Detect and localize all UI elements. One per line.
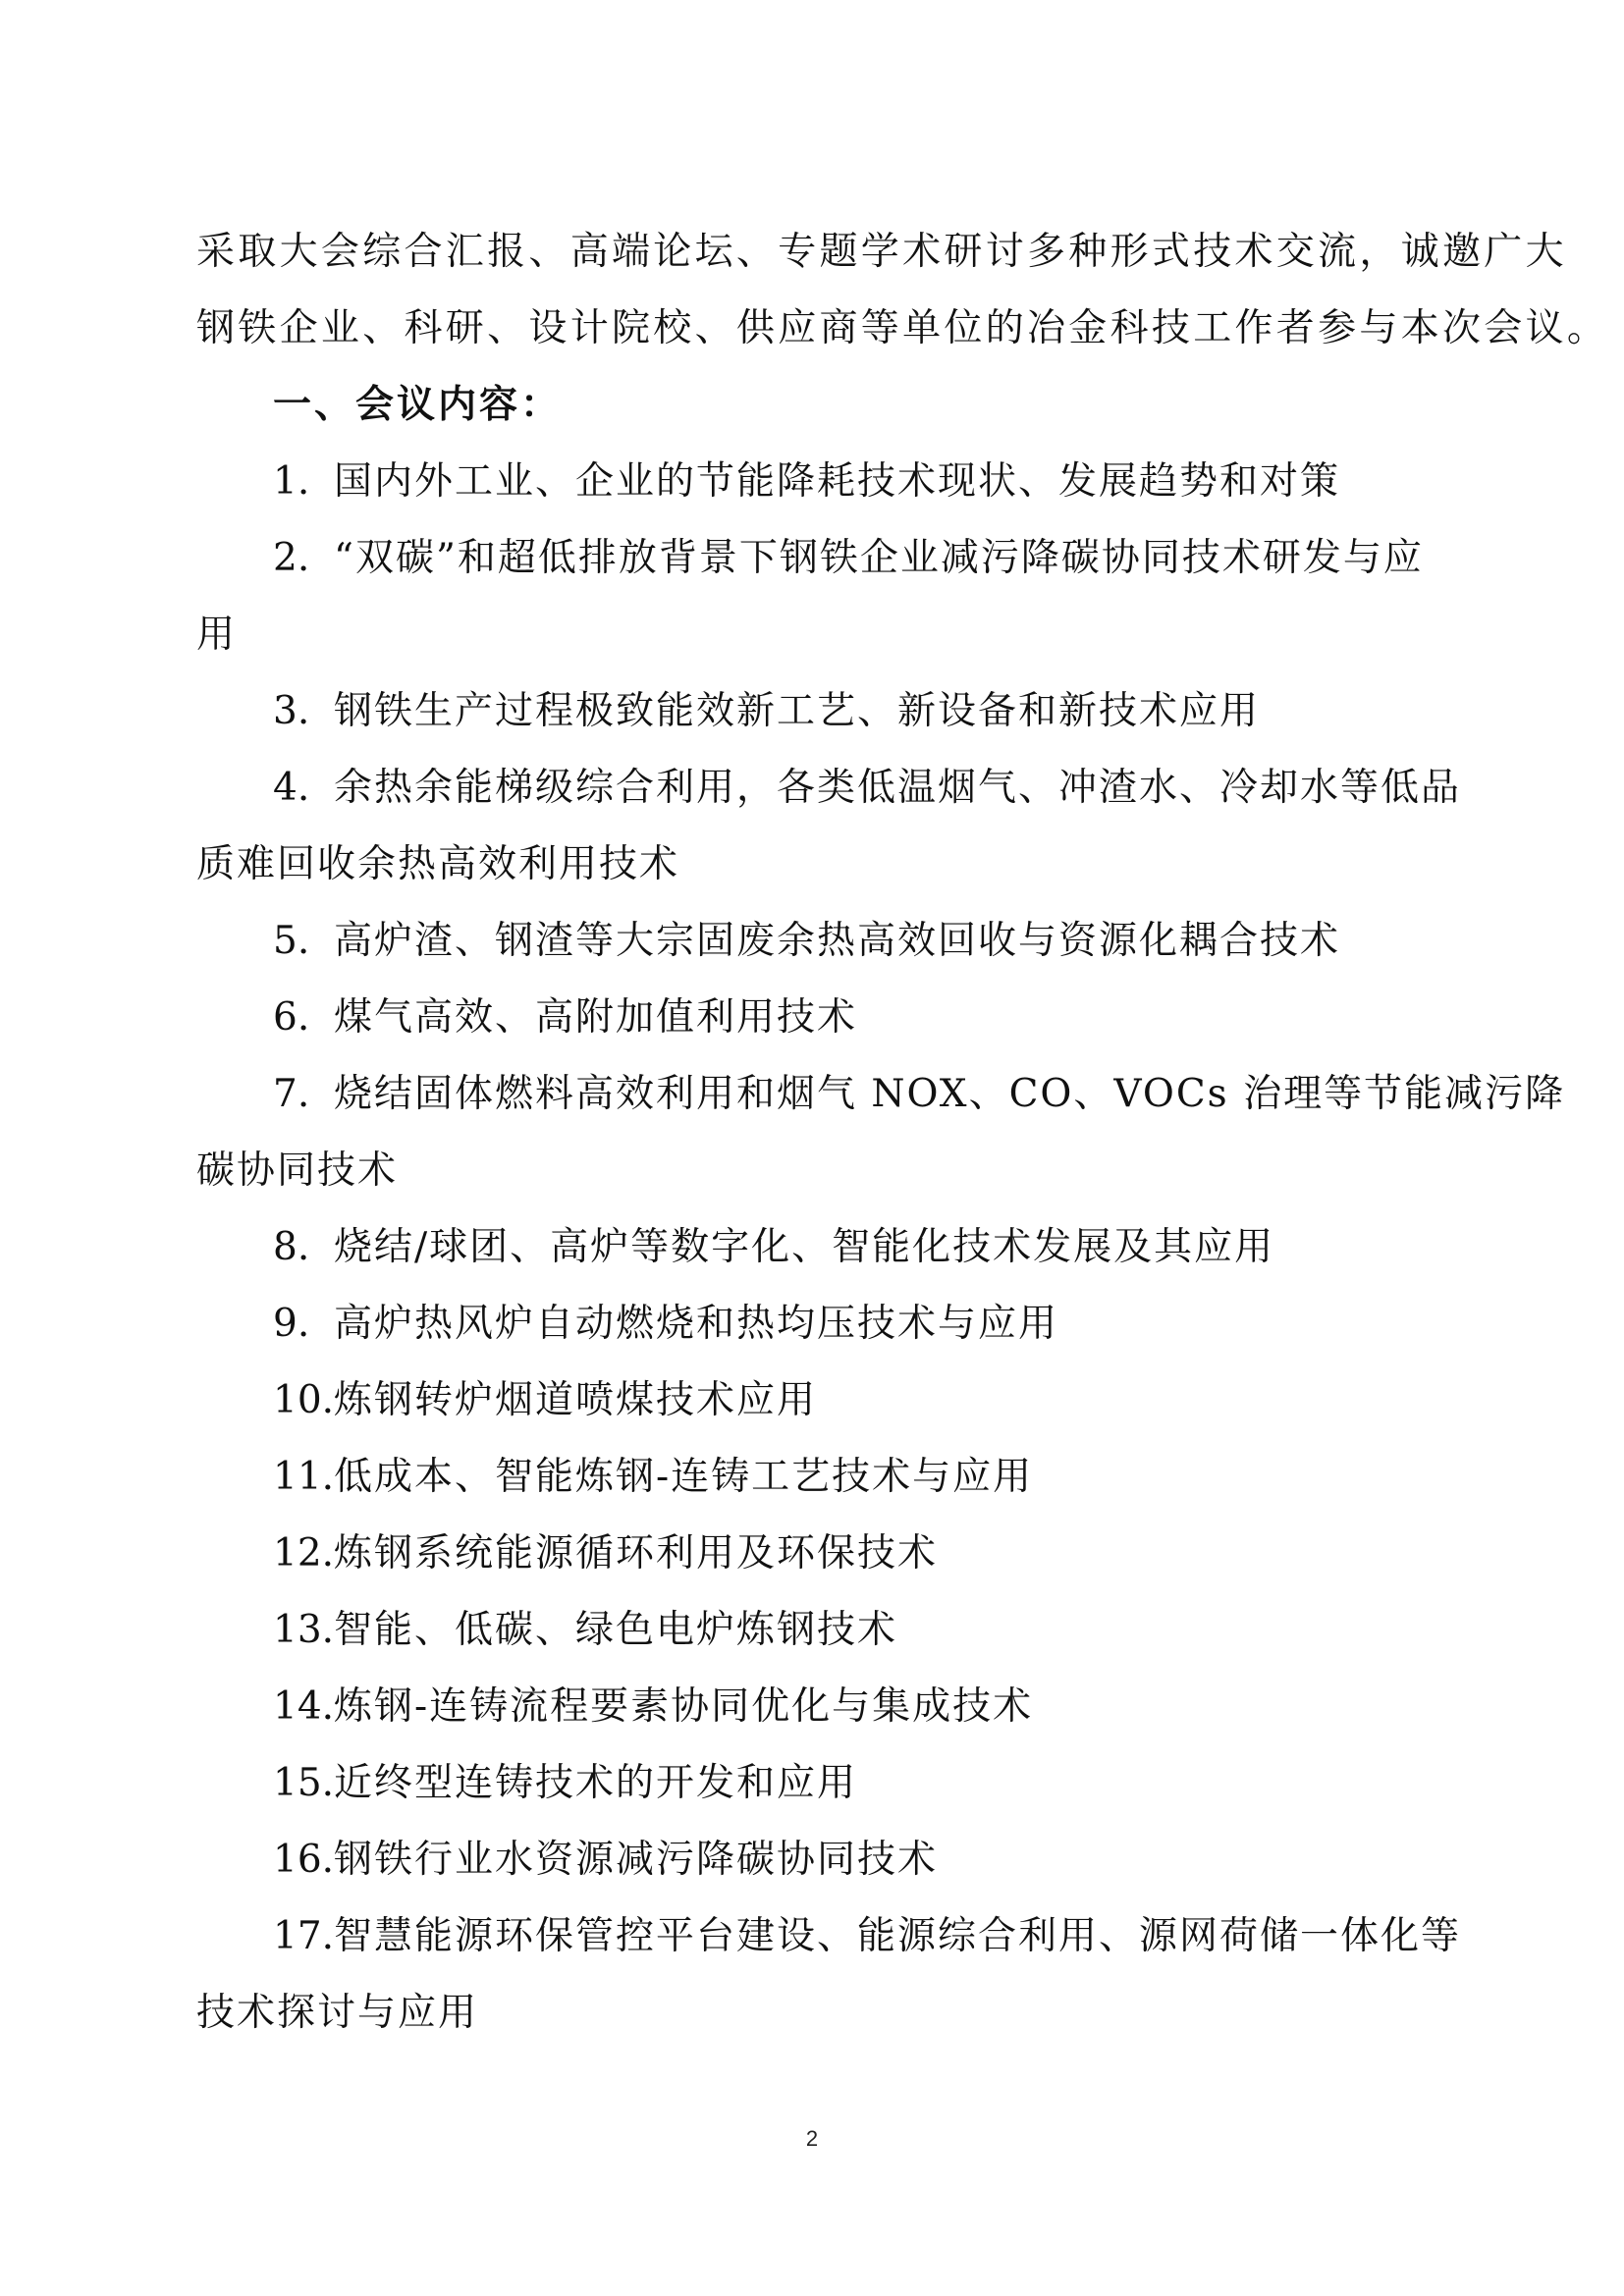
list-item-number: 3. <box>273 689 310 733</box>
list-item-6 <box>196 980 1435 1056</box>
list-item-number: 7. <box>273 1072 310 1116</box>
list-item-17 <box>196 1898 1462 1975</box>
list-item-2-continuation: 用 <box>196 613 238 657</box>
list-item-9 <box>196 1286 1435 1362</box>
list-item-number: 10. <box>273 1378 335 1422</box>
list-item-8 <box>196 1209 1435 1286</box>
list-item-text: “双碳”和超低排放背景下钢铁企业减污降碳协同技术研发与应 <box>334 536 1424 580</box>
list-item-2 <box>196 520 1435 597</box>
list-item-text: 烧结固体燃料高效利用和烟气 NOX、CO、VOCs 治理等节能减污降 <box>334 1072 1566 1116</box>
list-item-number: 2. <box>273 536 310 580</box>
list-item-3 <box>196 673 1435 750</box>
list-item-text: 煤气高效、高附加值利用技术 <box>334 995 858 1040</box>
list-item-number: 5. <box>273 919 310 963</box>
list-item-17-continuation: 技术探讨与应用 <box>196 1991 479 2035</box>
list-item-number: 4. <box>273 766 310 810</box>
list-item-16 <box>196 1822 1435 1898</box>
list-item-number: 9. <box>273 1302 310 1346</box>
section-heading: 一、会议内容： <box>273 383 563 427</box>
list-item-number: 16. <box>273 1838 335 1882</box>
list-item-4 <box>196 750 1462 827</box>
list-item-number: 12. <box>273 1531 335 1575</box>
list-item-text: 烧结/球团、高炉等数字化、智能化技术发展及其应用 <box>334 1225 1275 1269</box>
list-item-text: 钢铁行业水资源减污降碳协同技术 <box>334 1838 939 1882</box>
list-item-4-continuation: 质难回收余热高效利用技术 <box>196 842 680 886</box>
list-item-text: 高炉热风炉自动燃烧和热均压技术与应用 <box>334 1302 1059 1346</box>
list-item-text: 炼钢-连铸流程要素协同优化与集成技术 <box>334 1684 1034 1729</box>
list-item-7-continuation: 碳协同技术 <box>196 1148 399 1193</box>
list-item-text: 炼钢转炉烟道喷煤技术应用 <box>334 1378 818 1422</box>
list-item-10 <box>196 1362 1435 1439</box>
list-item-text: 炼钢系统能源循环利用及环保技术 <box>334 1531 939 1575</box>
list-item-text: 高炉渣、钢渣等大宗固废余热高效回收与资源化耦合技术 <box>334 919 1341 963</box>
list-item-number: 11. <box>273 1455 335 1499</box>
list-item-text: 钢铁生产过程极致能效新工艺、新设备和新技术应用 <box>334 689 1261 733</box>
list-item-text: 国内外工业、企业的节能降耗技术现状、发展趋势和对策 <box>334 459 1341 504</box>
list-item-14 <box>196 1669 1435 1745</box>
list-item-13 <box>196 1592 1435 1669</box>
list-item-7 <box>196 1056 1566 1133</box>
list-item-text: 低成本、智能炼钢-连铸工艺技术与应用 <box>334 1455 1034 1499</box>
list-item-text: 智能、低碳、绿色电炉炼钢技术 <box>334 1608 898 1652</box>
list-item-number: 1. <box>273 459 310 504</box>
list-item-text: 余热余能梯级综合利用，各类低温烟气、冲渣水、冷却水等低品 <box>334 766 1462 810</box>
intro-line-2: 钢铁企业、科研、设计院校、供应商等单位的冶金科技工作者参与本次会议。 <box>196 306 1609 350</box>
list-item-number: 14. <box>273 1684 335 1729</box>
list-item-15 <box>196 1745 1435 1822</box>
list-item-number: 6. <box>273 995 310 1040</box>
page-number: 2 <box>805 2126 819 2151</box>
list-item-text: 近终型连铸技术的开发和应用 <box>334 1761 858 1805</box>
list-item-number: 8. <box>273 1225 310 1269</box>
intro-line-1: 采取大会综合汇报、高端论坛、专题学术研讨多种形式技术交流，诚邀广大 <box>196 230 1567 274</box>
document-body <box>196 214 1609 2052</box>
list-item-5 <box>196 903 1435 980</box>
list-item-text: 智慧能源环保管控平台建设、能源综合利用、源网荷储一体化等 <box>334 1914 1462 1958</box>
list-item-number: 17. <box>273 1914 335 1958</box>
list-item-1 <box>196 444 1435 520</box>
list-item-number: 15. <box>273 1761 335 1805</box>
list-item-11 <box>196 1439 1435 1516</box>
list-item-12 <box>196 1516 1435 1592</box>
list-item-number: 13. <box>273 1608 335 1652</box>
